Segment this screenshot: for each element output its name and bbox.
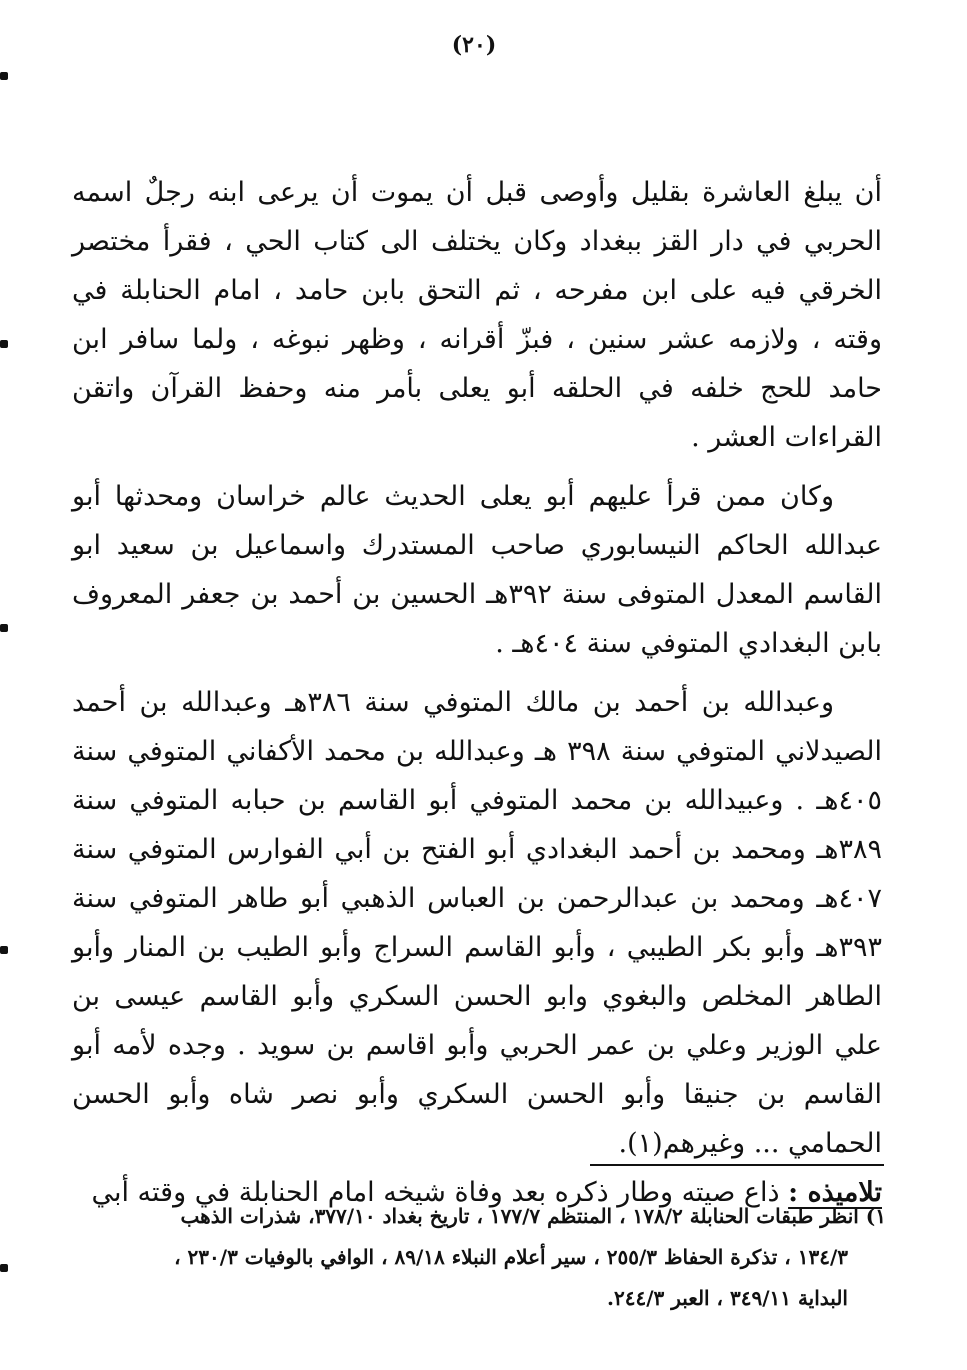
paragraph-gap [72,668,882,678]
main-text [72,168,882,1217]
students-heading: تلاميذه : [788,1177,882,1208]
footnotes [78,1196,886,1319]
scan-margin-mark [0,72,8,80]
paragraph-3: وعبدالله بن أحمد بن مالك المتوفي سنة ٣٨٦هـ وعبدالله بن أحمد الصيدلاني المتوفي سنة ٣٩٨ هـ وعبدالله بن محمد الأكفاني المتوفي سنة ٤٠٥هـ . وعبيدالله بن محمد المتوفي أبو القاسم بن حبابه المتوفي سنة ٣٨٩هـ ومحمد بن أحمد البغدادي أبو الفتح بن أبي الفوارس المتوفي سنة ٤٠٧هـ ومحمد بن عبدالرحمن بن العباس الذهبي أبو طاهر المتوفي سنة ٣٩٣هـ وأبو بكر الطيبي ، وأبو القاسم السراج وأبو الطيب بن المنار وأبو الطاهر المخلص والبغوي وابو الحسن السكري وأبو القاسم عيسى بن علي الوزير وعلي بن عمر الحربي وأبو اقاسم بن سويد . وجده لأمه أبو القاسم بن جنيقا وأبو الحسن السكري وأبو نصر شاه وأبو الحسن الحمامي ... وغيرهم(١). [72,687,883,1159]
paragraph-gap [72,462,882,472]
scan-margin-mark [0,624,8,632]
paragraph-1: أن يبلغ العاشرة بقليل وأوصى قبل أن يموت أن يرعى ابنه رجلٌ اسمه الحربي في دار القز ببغداد وكان يختلف الى كتاب الحي ، فقرأ مختصر الخرقي فيه على ابن مفرحه ، ثم التحق بابن حامد ، امام الحنابلة في وقته ، ولازمه عشر سنين ، فبزّ أقرانه ، وظهر نبوغه ، ولما سافر ابن حامد للحج خلفه في الحلقه أبو يعلى بأمر منه وحفظ القرآن واتقن القراءات العشر . [72,177,882,453]
footnote-divider [590,1164,884,1166]
scan-margin-mark [0,946,8,954]
paragraph-2: وكان ممن قرأ عليهم أبو يعلى الحديث عالم خراسان ومحدثها أبو عبدالله الحاكم النيسابوري صاحب المستدرك واسماعيل بن سعيد ابو القاسم المعدل المتوفى سنة ٣٩٢هـ الحسين بن أحمد بن جعفر المعروف بابن البغدادي المتوفي سنة ٤٠٤هـ . [72,481,882,659]
students-text: ذاع صيته وطار ذكره بعد وفاة شيخه امام الحنابلة في وقته أبي [91,1177,780,1208]
scan-margin-mark [0,1264,8,1272]
footnote-line-1: ١) انظر طبقات الحنابلة ١٧٨/٢ ، المنتظم ١٧٧/٧ ، تاريخ بغداد ٣٧٧/١٠، شذرات الذهب [180,1204,886,1228]
scan-margin-mark [0,340,8,348]
footnote-line-2: ١٣٤/٣ ، تذكرة الحفاظ ٢٥٥/٣ ، سير أعلام النبلاء ٨٩/١٨ ، الوافي بالوفيات ٢٣٠/٣ ، [174,1245,848,1269]
footnote-line-3: البداية ٣٤٩/١١ ، العبر ٢٤٤/٣. [607,1286,848,1310]
page-number: (٢٠) [451,32,497,58]
